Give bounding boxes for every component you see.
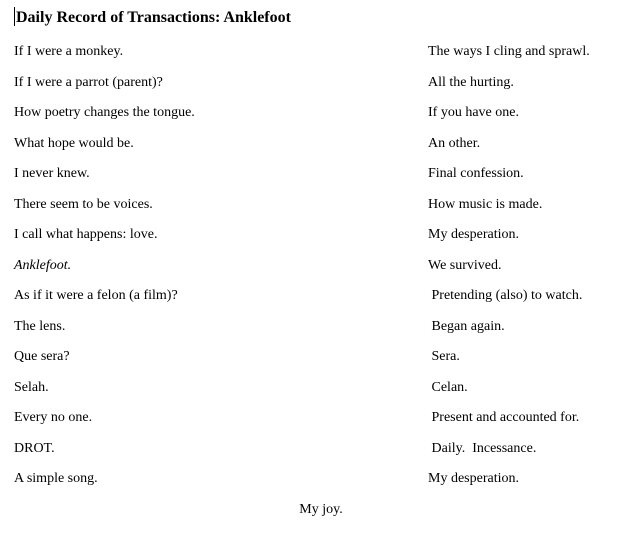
text-row [0, 68, 620, 99]
text-row [0, 342, 620, 373]
text-row [0, 434, 620, 465]
poem-line-left[interactable]: If I were a parrot (parent)? [14, 74, 163, 90]
poem-line-right[interactable]: Final confession. [428, 166, 524, 181]
poem-line-right[interactable]: Celan. [428, 379, 468, 395]
poem-line-left[interactable]: If I were a monkey. [14, 44, 124, 59]
document-title-line[interactable] [0, 0, 620, 37]
poem-line-right[interactable]: We survived. [428, 257, 502, 273]
poem-line-left[interactable]: Anklefoot. [14, 257, 72, 273]
poem-line-left[interactable]: I never knew. [14, 166, 90, 181]
poem-line-left[interactable]: Every no one. [14, 410, 93, 425]
poem-line-left[interactable]: A simple song. [14, 471, 98, 486]
text-row [0, 190, 620, 221]
poem-line-left[interactable]: As if it were a felon (a film)? [14, 288, 178, 303]
poem-line-left[interactable]: I call what happens: love. [14, 227, 158, 242]
poem-line-right[interactable]: My desperation. [428, 227, 519, 242]
poem-line-left[interactable]: What hope would be. [14, 135, 134, 151]
text-row [0, 464, 620, 495]
poem-line-right[interactable]: Present and accounted for. [428, 410, 580, 425]
poem-line-left[interactable]: The lens. [14, 318, 66, 334]
text-row [0, 37, 620, 68]
closing-line[interactable]: My joy. [299, 501, 343, 517]
text-row [0, 281, 620, 312]
poem-line-left[interactable]: How poetry changes the tongue. [14, 105, 195, 120]
poem-line-right[interactable]: Pretending (also) to watch. [428, 288, 583, 303]
poem-line-right[interactable]: Began again. [428, 318, 505, 334]
poem-line-left[interactable]: There seem to be voices. [14, 196, 153, 212]
poem-line-right[interactable]: All the hurting. [428, 74, 514, 90]
text-row [0, 251, 620, 282]
poem-line-left[interactable]: Que sera? [14, 349, 70, 364]
text-row [0, 129, 620, 160]
text-row [0, 373, 620, 404]
poem-line-right[interactable]: Sera. [428, 349, 460, 364]
poem-line-right[interactable]: How music is made. [428, 196, 543, 212]
poem-line-right[interactable]: An other. [428, 135, 481, 151]
text-row [0, 159, 620, 190]
text-row [0, 403, 620, 434]
poem-line-left[interactable]: Selah. [14, 379, 49, 395]
poem-line-right[interactable]: Daily. Incessance. [428, 440, 537, 456]
poem-line-right[interactable]: My desperation. [428, 471, 519, 486]
document-title: Daily Record of Transactions: Anklefoot [16, 9, 291, 26]
text-row [0, 98, 620, 129]
text-row [0, 312, 620, 343]
text-row [0, 220, 620, 251]
poem-line-left[interactable]: DROT. [14, 440, 55, 456]
poem-line-right[interactable]: The ways I cling and sprawl. [428, 44, 590, 59]
text-caret [14, 7, 15, 26]
poem-line-right[interactable]: If you have one. [428, 105, 519, 120]
